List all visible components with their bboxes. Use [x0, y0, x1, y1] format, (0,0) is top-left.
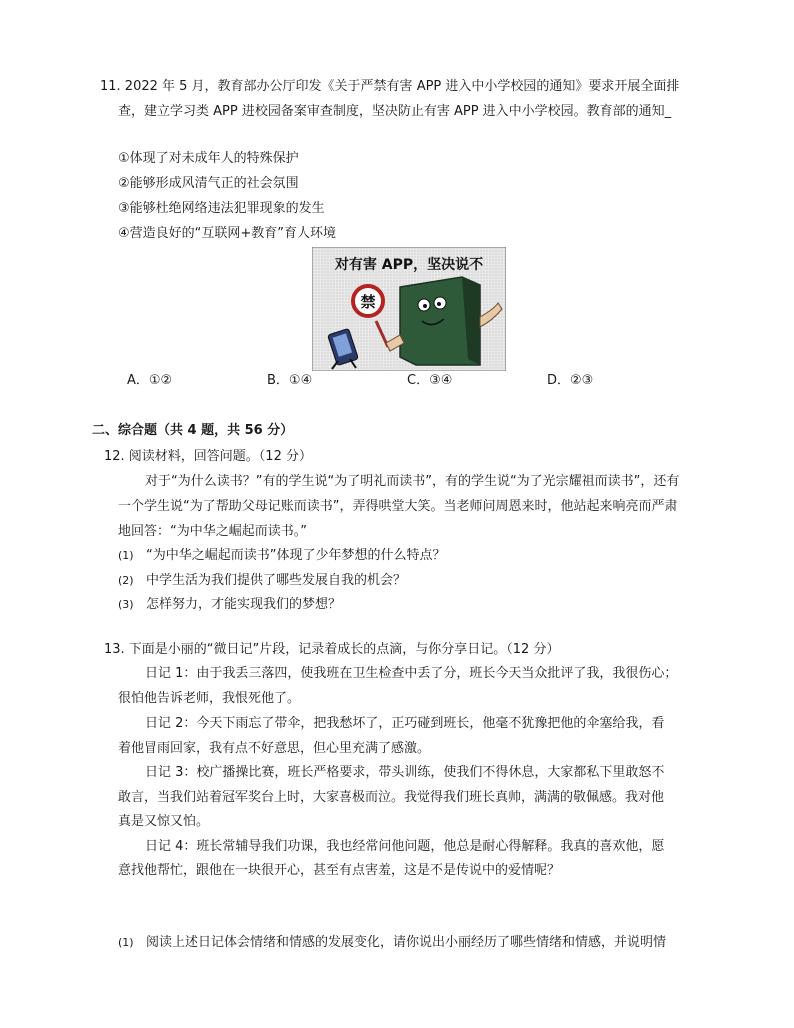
- q11-choice-d[interactable]: D．②③: [547, 373, 594, 388]
- q11-stem-line2: 查，建立学习类 APP 进校园备案审查制度，坚决防止有害 APP 进入中小学校园。教育部的通知_: [118, 104, 672, 119]
- q13-diary3-line1: 日记 3：校广播操比赛，班长严格要求，带头训练，使我们不得休息，大家都私下里敢怒不: [145, 765, 665, 780]
- q13-diary4-line2: 意找他帮忙，跟他在一块很开心，甚至有点害羞，这是不是传说中的爱情呢？: [118, 863, 561, 878]
- harmful-app-cartoon: [312, 247, 506, 371]
- section2-title: 二、综合题（共 4 题，共 56 分）: [92, 423, 294, 438]
- q12-question-3-num: (3): [118, 598, 134, 611]
- q12-question-1-num: (1): [118, 549, 134, 562]
- q11-statement-2: ②能够形成风清气正的社会氛围: [118, 176, 299, 191]
- q13-question-1: [118, 934, 666, 952]
- q11-statement-1: ①体现了对未成年人的特殊保护: [118, 151, 299, 166]
- q12-material-line2: 一个学生说“为了帮助父母记账而读书”，弄得哄堂大笑。当老师问周恩来时，他站起来响亮而严肃: [118, 499, 678, 514]
- q12-question-1-text: “为中华之崛起而读书”体现了少年梦想的什么特点？: [146, 548, 446, 563]
- q12-material-line3: 地回答：“为中华之崛起而读书。”: [118, 524, 307, 539]
- cartoon-sign-text: 禁: [360, 293, 376, 311]
- q11-choice-c[interactable]: C．③④: [407, 373, 453, 388]
- q11-stem-line1: 11. 2022 年 5 月，教育部办公厅印发《关于严禁有害 APP 进入中小学校园的通知》要求开展全面排: [100, 79, 680, 94]
- q13-diary4-line1: 日记 4：班长常辅导我们功课，我也经常问他问题，他总是耐心得解释。我真的喜欢他，愿: [145, 839, 665, 854]
- q12-question-3-text: 怎样努力，才能实现我们的梦想？: [146, 597, 342, 612]
- q12-question-2-num: (2): [118, 574, 134, 587]
- q12-stem: 12. 阅读材料，回答问题。（12 分）: [104, 449, 312, 464]
- q11-statement-4: ④营造良好的“互联网+教育”育人环境: [118, 226, 337, 241]
- q12-question-3: [118, 596, 341, 614]
- q12-question-1: [118, 547, 445, 565]
- cartoon-title: 对有害 APP，坚决说不: [334, 257, 484, 273]
- q12-question-2: [118, 572, 406, 590]
- q13-diary1-line2: 很怕他告诉老师，我恨死他了。: [118, 691, 301, 706]
- q13-diary2-line1: 日记 2：今天下雨忘了带伞，把我愁坏了，正巧碰到班长，他毫不犹豫把他的伞塞给我，看: [145, 716, 665, 731]
- q12-material-line1: 对于“为什么读书？”有的学生说“为了明礼而读书”，有的学生说“为了光宗耀祖而读书”，还有: [145, 474, 680, 489]
- q13-diary1-line1: 日记 1：由于我丢三落四，使我班在卫生检查中丢了分，班长今天当众批评了我，我很伤心；: [145, 666, 678, 681]
- q13-diary2-line2: 着他冒雨回家，我有点不好意思，但心里充满了感激。: [118, 741, 431, 756]
- q11-choice-a[interactable]: A．①②: [127, 373, 173, 388]
- q13-diary3-line2: 敢言，当我们站着冠军奖台上时，大家喜极而泣。我觉得我们班长真帅，满满的敬佩感。我对他: [118, 790, 665, 805]
- q13-stem: 13. 下面是小丽的“微日记”片段，记录着成长的点滴，与你分享日记。（12 分）: [104, 642, 560, 657]
- q12-question-2-text: 中学生活为我们提供了哪些发展自我的机会？: [146, 573, 407, 588]
- q13-question-1-num: (1): [118, 936, 134, 949]
- q11-statement-3: ③能够杜绝网络违法犯罪现象的发生: [118, 201, 325, 216]
- q13-question-1-text: 阅读上述日记体会情绪和情感的发展变化，请你说出小丽经历了哪些情绪和情感，并说明情: [146, 935, 667, 950]
- q13-diary3-line3: 真是又惊又怕。: [118, 814, 210, 829]
- q11-choice-b[interactable]: B．①④: [267, 373, 313, 388]
